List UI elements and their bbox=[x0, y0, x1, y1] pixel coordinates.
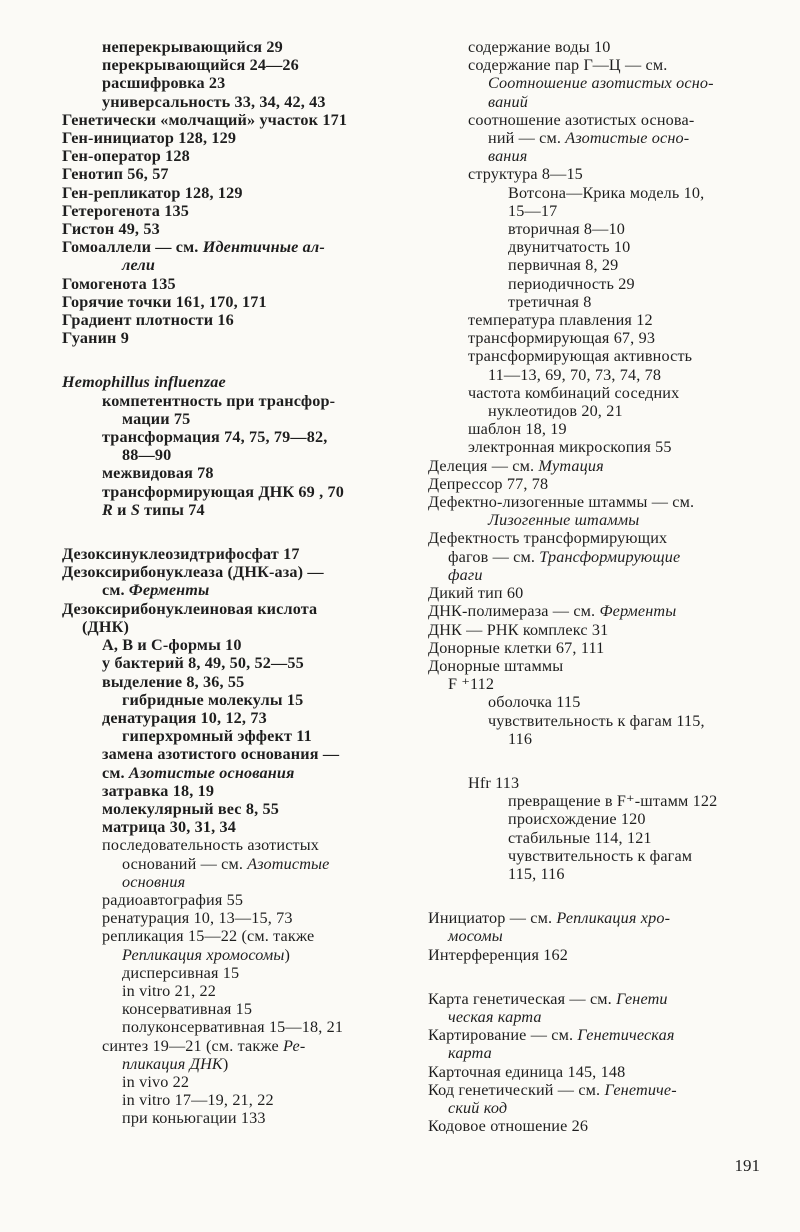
index-cross-reference: ваний bbox=[488, 92, 528, 111]
index-entry-line bbox=[62, 782, 407, 800]
index-entry-line bbox=[428, 438, 773, 456]
index-entry-line bbox=[428, 1026, 773, 1044]
index-entry-line bbox=[428, 475, 773, 493]
index-entry-line bbox=[62, 483, 407, 501]
index-entry-line bbox=[428, 1008, 773, 1026]
index-entry-line bbox=[62, 727, 407, 745]
index-entry-text: Дезоксинуклеозидтрифосфат 17 bbox=[62, 545, 300, 564]
index-entry-line bbox=[62, 392, 407, 410]
index-cross-reference: фаги bbox=[448, 565, 483, 584]
index-entry-text: Горячие точки 161, 170, 171 bbox=[62, 292, 267, 311]
index-entry-line bbox=[428, 165, 773, 183]
index-entry-text: ) bbox=[222, 1054, 229, 1073]
index-entry-text: (ДНК) bbox=[82, 617, 129, 636]
index-cross-reference: ский код bbox=[448, 1098, 508, 1117]
index-entry-text: Кодовое отношение 26 bbox=[428, 1117, 589, 1136]
index-entry-line bbox=[62, 691, 407, 709]
index-entry-text: универсальность 33, 34, 42, 43 bbox=[102, 92, 326, 111]
index-column-right bbox=[428, 38, 773, 1135]
index-entry-line bbox=[428, 1081, 773, 1099]
index-entry-line bbox=[62, 927, 407, 945]
index-entry-text: 15—17 bbox=[508, 201, 558, 220]
index-entry-text: содержание воды 10 bbox=[468, 38, 611, 56]
index-entry-text: синтез 19—21 (см. также bbox=[102, 1036, 279, 1055]
index-entry-line bbox=[62, 184, 407, 202]
index-entry-line bbox=[428, 74, 773, 92]
index-entry-text: 88—90 bbox=[122, 446, 172, 465]
index-entry-text: Дезоксирибонуклеаза (ДНК-аза) — bbox=[62, 563, 324, 582]
index-entry-text: денатурация 10, 12, 73 bbox=[102, 708, 267, 727]
index-entry-line bbox=[428, 810, 773, 828]
entry-gap bbox=[428, 748, 773, 774]
index-entry-line bbox=[62, 1018, 407, 1036]
index-entry-text: F ⁺112 bbox=[448, 675, 495, 694]
index-entry-line bbox=[428, 639, 773, 657]
index-cross-reference: Соотношение азотистых осно- bbox=[488, 74, 714, 93]
index-entry-line bbox=[428, 774, 773, 792]
index-entry-text: in vivo 22 bbox=[122, 1072, 190, 1091]
index-cross-reference: Генетиче- bbox=[600, 1080, 677, 1099]
index-entry-line bbox=[428, 93, 773, 111]
index-entry-text: ) bbox=[284, 945, 291, 964]
index-entry-line bbox=[62, 220, 407, 238]
index-entry-line bbox=[428, 38, 773, 56]
index-entry-line bbox=[62, 410, 407, 428]
index-entry-text: оболочка 115 bbox=[488, 693, 581, 712]
index-entry-text: содержание пар Г—Ц — см. bbox=[468, 56, 668, 75]
index-entry-line bbox=[62, 93, 407, 111]
index-cross-reference: R bbox=[102, 500, 113, 519]
index-entry-line bbox=[428, 829, 773, 847]
index-cross-reference: Азотистые bbox=[243, 854, 330, 873]
index-cross-reference: ческая карта bbox=[448, 1007, 542, 1026]
index-entry-text: Интерференция 162 bbox=[428, 945, 568, 964]
index-entry-line bbox=[62, 293, 407, 311]
index-entry-line bbox=[62, 673, 407, 691]
index-cross-reference: Лизогенные штаммы bbox=[488, 511, 640, 530]
index-entry-line bbox=[428, 865, 773, 883]
index-entry-line bbox=[428, 847, 773, 865]
index-entry-line bbox=[62, 56, 407, 74]
index-entry-text: Генетически «молчащий» участок 171 bbox=[62, 110, 348, 129]
index-entry-text: неперекрывающийся 29 bbox=[102, 38, 283, 56]
index-cross-reference: Генетическая bbox=[573, 1026, 675, 1045]
index-entry-line bbox=[62, 238, 407, 256]
index-entry-text: фагов — см. bbox=[448, 547, 536, 566]
index-cross-reference: Идентичные ал- bbox=[198, 238, 325, 257]
index-entry-line bbox=[428, 693, 773, 711]
index-entry-line bbox=[62, 800, 407, 818]
index-entry-text: ренатурация 10, 13—15, 73 bbox=[102, 909, 293, 928]
index-entry-line bbox=[62, 202, 407, 220]
index-entry-text: последовательность азотистых bbox=[102, 836, 320, 855]
index-entry-line bbox=[428, 275, 773, 293]
index-entry-line bbox=[62, 1109, 407, 1127]
index-entry-text: Дикий тип 60 bbox=[428, 584, 524, 603]
index-entry-line bbox=[428, 675, 773, 693]
index-entry-text: затравка 18, 19 bbox=[102, 781, 215, 800]
index-entry-text: гиперхромный эффект 11 bbox=[122, 727, 312, 746]
index-entry-line bbox=[62, 129, 407, 147]
index-entry-line bbox=[62, 982, 407, 1000]
index-entry-text: расшифровка 23 bbox=[102, 74, 226, 93]
index-entry-text: первичная 8, 29 bbox=[508, 256, 619, 275]
index-entry-line bbox=[428, 493, 773, 511]
index-entry-text: Гомоаллели — см. bbox=[62, 238, 199, 257]
index-entry-line bbox=[428, 202, 773, 220]
index-entry-text: выделение 8, 36, 55 bbox=[102, 672, 245, 691]
index-entry-line bbox=[62, 745, 407, 763]
index-entry-text: чувствительность к фагам bbox=[508, 846, 693, 865]
index-entry-line bbox=[428, 147, 773, 165]
index-entry-line bbox=[62, 74, 407, 92]
index-entry-line bbox=[428, 566, 773, 584]
index-entry-line bbox=[428, 129, 773, 147]
index-entry-text: Картирование — см. bbox=[428, 1026, 574, 1045]
index-entry-line bbox=[62, 636, 407, 654]
index-entry-line bbox=[428, 238, 773, 256]
index-entry-text: частота комбинаций соседних bbox=[468, 383, 680, 402]
index-entry-text: ДНК-полимераза — см. bbox=[428, 602, 596, 621]
index-entry-line bbox=[428, 402, 773, 420]
index-cross-reference: Мутация bbox=[534, 456, 604, 475]
index-entry-text: перекрывающийся 24—26 bbox=[102, 56, 299, 75]
index-entry-text: консервативная 15 bbox=[122, 1000, 253, 1019]
index-entry-line bbox=[62, 111, 407, 129]
index-entry-text: температура плавления 12 bbox=[468, 311, 653, 330]
index-entry-text: матрица 30, 31, 34 bbox=[102, 818, 236, 837]
index-entry-text: см. bbox=[102, 581, 125, 600]
index-cross-reference: Ферменты bbox=[124, 581, 210, 600]
index-entry-line bbox=[62, 946, 407, 964]
index-entry-line bbox=[62, 256, 407, 274]
index-entry-line bbox=[62, 873, 407, 891]
index-entry-line bbox=[428, 511, 773, 529]
index-entry-line bbox=[62, 855, 407, 873]
index-entry-line bbox=[428, 1117, 773, 1135]
index-entry-text: Гуанин 9 bbox=[62, 329, 129, 348]
index-entry-text: электронная микроскопия 55 bbox=[468, 438, 672, 457]
index-entry-line bbox=[62, 501, 407, 519]
page-number: 191 bbox=[734, 1156, 760, 1175]
index-entry-line bbox=[62, 836, 407, 854]
index-entry-line bbox=[62, 446, 407, 464]
index-entry-line bbox=[428, 384, 773, 402]
index-entry-line bbox=[428, 220, 773, 238]
index-entry-text: чувствительность к фагам 115, bbox=[488, 711, 705, 730]
index-entry-text: Гомогенота 135 bbox=[62, 274, 176, 293]
index-entry-text: замена азотистого основания — bbox=[102, 745, 340, 764]
index-entry-line bbox=[428, 1063, 773, 1081]
index-entry-text: 116 bbox=[508, 729, 533, 748]
index-entry-text: Инициатор — см. bbox=[428, 909, 553, 928]
index-cross-reference: Hemophillus influenzae bbox=[62, 373, 226, 392]
index-entry-text: Ген-инициатор 128, 129 bbox=[62, 129, 237, 148]
index-entry-line bbox=[428, 56, 773, 74]
index-entry-line bbox=[428, 730, 773, 748]
index-cross-reference: лели bbox=[122, 256, 155, 275]
index-entry-text: полуконсервативная 15—18, 21 bbox=[122, 1018, 344, 1037]
index-entry-text: in vitro 21, 22 bbox=[122, 981, 216, 1000]
index-entry-text: Дезоксирибонуклеиновая кислота bbox=[62, 599, 318, 618]
index-entry-line bbox=[428, 584, 773, 602]
index-entry-text: соотношение азотистых основа- bbox=[468, 110, 695, 129]
index-cross-reference: Ре- bbox=[278, 1036, 306, 1055]
index-entry-text: шаблон 18, 19 bbox=[468, 420, 567, 439]
index-entry-text: см. bbox=[102, 763, 125, 782]
index-entry-text: нуклеотидов 20, 21 bbox=[488, 402, 623, 421]
index-entry-text: репликация 15—22 (см. также bbox=[102, 927, 315, 946]
index-entry-line bbox=[62, 275, 407, 293]
index-entry-text: Донорные клетки 67, 111 bbox=[428, 638, 605, 657]
index-entry-line bbox=[428, 311, 773, 329]
index-entry-line bbox=[428, 1099, 773, 1117]
index-entry-line bbox=[428, 621, 773, 639]
index-entry-text: структура 8—15 bbox=[468, 165, 583, 184]
index-entry-text: Дефектно-лизогенные штаммы — см. bbox=[428, 493, 695, 512]
index-cross-reference: Репликация хромосомы bbox=[122, 945, 285, 964]
index-entry-text: трансформирующая активность bbox=[468, 347, 693, 366]
index-entry-line bbox=[62, 563, 407, 581]
entry-gap bbox=[428, 964, 773, 990]
index-entry-text: радиоавтография 55 bbox=[102, 890, 244, 909]
index-entry-line bbox=[428, 946, 773, 964]
index-entry-line bbox=[62, 1037, 407, 1055]
index-entry-line bbox=[62, 600, 407, 618]
index-cross-reference: пликация ДНК bbox=[122, 1054, 223, 1073]
index-entry-line bbox=[62, 545, 407, 563]
index-cross-reference: Репликация хро- bbox=[552, 909, 671, 928]
index-entry-text: Ген-оператор 128 bbox=[62, 147, 190, 166]
index-entry-text: гибридные молекулы 15 bbox=[122, 690, 304, 709]
index-entry-text: Депрессор 77, 78 bbox=[428, 474, 549, 493]
index-entry-text: Hfr 113 bbox=[468, 773, 520, 792]
index-entry-line bbox=[62, 464, 407, 482]
index-entry-line bbox=[428, 420, 773, 438]
index-entry-line bbox=[428, 529, 773, 547]
index-entry-line bbox=[62, 1000, 407, 1018]
index-entry-text: молекулярный вес 8, 55 bbox=[102, 799, 279, 818]
index-entry-line bbox=[62, 818, 407, 836]
index-entry-text: межвидовая 78 bbox=[102, 464, 214, 483]
index-entry-line bbox=[62, 709, 407, 727]
index-entry-text: 115, 116 bbox=[508, 864, 565, 883]
index-entry-text: двунитчатость 10 bbox=[508, 238, 631, 257]
index-entry-line bbox=[62, 1055, 407, 1073]
index-entry-line bbox=[428, 293, 773, 311]
index-entry-text: периодичность 29 bbox=[508, 274, 635, 293]
index-cross-reference: вания bbox=[488, 147, 528, 166]
index-entry-text: происхождение 120 bbox=[508, 810, 646, 829]
index-entry-text: при коньюгации 133 bbox=[122, 1109, 266, 1128]
index-entry-line bbox=[428, 1044, 773, 1062]
index-entry-text: ний — см. bbox=[488, 129, 562, 148]
index-entry-line bbox=[62, 654, 407, 672]
index-entry-line bbox=[428, 366, 773, 384]
index-entry-line bbox=[428, 712, 773, 730]
index-entry-line bbox=[62, 764, 407, 782]
index-entry-text: in vitro 17—19, 21, 22 bbox=[122, 1091, 274, 1110]
index-entry-line bbox=[428, 347, 773, 365]
index-entry-line bbox=[62, 311, 407, 329]
index-entry-text: Гистон 49, 53 bbox=[62, 220, 160, 239]
index-entry-text: компетентность при трансфор- bbox=[102, 391, 336, 410]
entry-gap bbox=[62, 519, 407, 545]
index-entry-text: трансформирующая 67, 93 bbox=[468, 329, 656, 348]
index-entry-text: Донорные штаммы bbox=[428, 656, 564, 675]
index-entry-text: Градиент плотности 16 bbox=[62, 311, 234, 330]
index-cross-reference: Генети bbox=[611, 989, 668, 1008]
index-cross-reference: Азотистые осно- bbox=[561, 129, 690, 148]
entry-gap bbox=[62, 347, 407, 373]
index-entry-text: третичная 8 bbox=[508, 292, 592, 311]
index-cross-reference: Азотистые основания bbox=[124, 763, 295, 782]
index-entry-line bbox=[62, 1091, 407, 1109]
index-entry-line bbox=[428, 990, 773, 1008]
index-column-left bbox=[62, 38, 407, 1128]
index-entry-line bbox=[428, 792, 773, 810]
index-entry-text: Карта генетическая — см. bbox=[428, 989, 612, 1008]
index-entry-text: и bbox=[112, 500, 131, 519]
index-entry-line bbox=[62, 165, 407, 183]
index-entry-text: типы 74 bbox=[139, 500, 205, 519]
index-entry-line bbox=[62, 618, 407, 636]
index-entry-text: трансформация 74, 75, 79—82, bbox=[102, 428, 328, 447]
index-entry-text: Дефектность трансформирующих bbox=[428, 529, 668, 548]
index-cross-reference: Ферменты bbox=[595, 602, 677, 621]
index-entry-line bbox=[428, 457, 773, 475]
index-entry-line bbox=[428, 927, 773, 945]
index-entry-line bbox=[428, 909, 773, 927]
index-entry-line bbox=[428, 602, 773, 620]
index-cross-reference: S bbox=[130, 500, 140, 519]
index-cross-reference: основния bbox=[122, 872, 186, 891]
index-entry-line bbox=[428, 111, 773, 129]
index-cross-reference: Трансформирующие bbox=[535, 547, 681, 566]
index-entry-line bbox=[428, 657, 773, 675]
index-entry-text: оснований — см. bbox=[122, 854, 244, 873]
index-entry-line bbox=[62, 38, 407, 56]
index-entry-line bbox=[62, 909, 407, 927]
index-entry-text: дисперсивная 15 bbox=[122, 963, 240, 982]
index-entry-line bbox=[62, 964, 407, 982]
index-entry-text: Код генетический — см. bbox=[428, 1080, 601, 1099]
index-entry-line bbox=[62, 1073, 407, 1091]
index-entry-text: у бактерий 8, 49, 50, 52—55 bbox=[102, 654, 304, 673]
index-entry-text: стабильные 114, 121 bbox=[508, 828, 652, 847]
index-entry-line bbox=[62, 891, 407, 909]
index-entry-text: 11—13, 69, 70, 73, 74, 78 bbox=[488, 365, 662, 384]
index-entry-text: Ген-репликатор 128, 129 bbox=[62, 183, 243, 202]
index-entry-text: Гетерогенота 135 bbox=[62, 201, 189, 220]
index-entry-text: Делеция — см. bbox=[428, 456, 535, 475]
index-entry-text: вторичная 8—10 bbox=[508, 220, 626, 239]
index-entry-text: Генотип 56, 57 bbox=[62, 165, 169, 184]
index-entry-text: ДНК — РНК комплекс 31 bbox=[428, 620, 609, 639]
index-entry-text: А, В и С-формы 10 bbox=[102, 636, 242, 655]
index-entry-line bbox=[62, 581, 407, 599]
index-entry-line bbox=[62, 373, 407, 391]
index-entry-line bbox=[428, 256, 773, 274]
index-entry-text: Вотсона—Крика модель 10, bbox=[508, 183, 705, 202]
index-entry-line bbox=[428, 548, 773, 566]
index-entry-text: превращение в F⁺-штамм 122 bbox=[508, 792, 718, 811]
index-entry-line bbox=[428, 329, 773, 347]
index-entry-line bbox=[62, 329, 407, 347]
index-entry-line bbox=[428, 184, 773, 202]
entry-gap bbox=[428, 883, 773, 909]
index-entry-text: мации 75 bbox=[122, 409, 191, 428]
index-cross-reference: карта bbox=[448, 1044, 492, 1063]
index-entry-text: Карточная единица 145, 148 bbox=[428, 1062, 626, 1081]
index-cross-reference: мосомы bbox=[448, 927, 503, 946]
index-entry-text: трансформирующая ДНК 69 , 70 bbox=[102, 482, 344, 501]
index-entry-line bbox=[62, 147, 407, 165]
index-entry-line bbox=[62, 428, 407, 446]
